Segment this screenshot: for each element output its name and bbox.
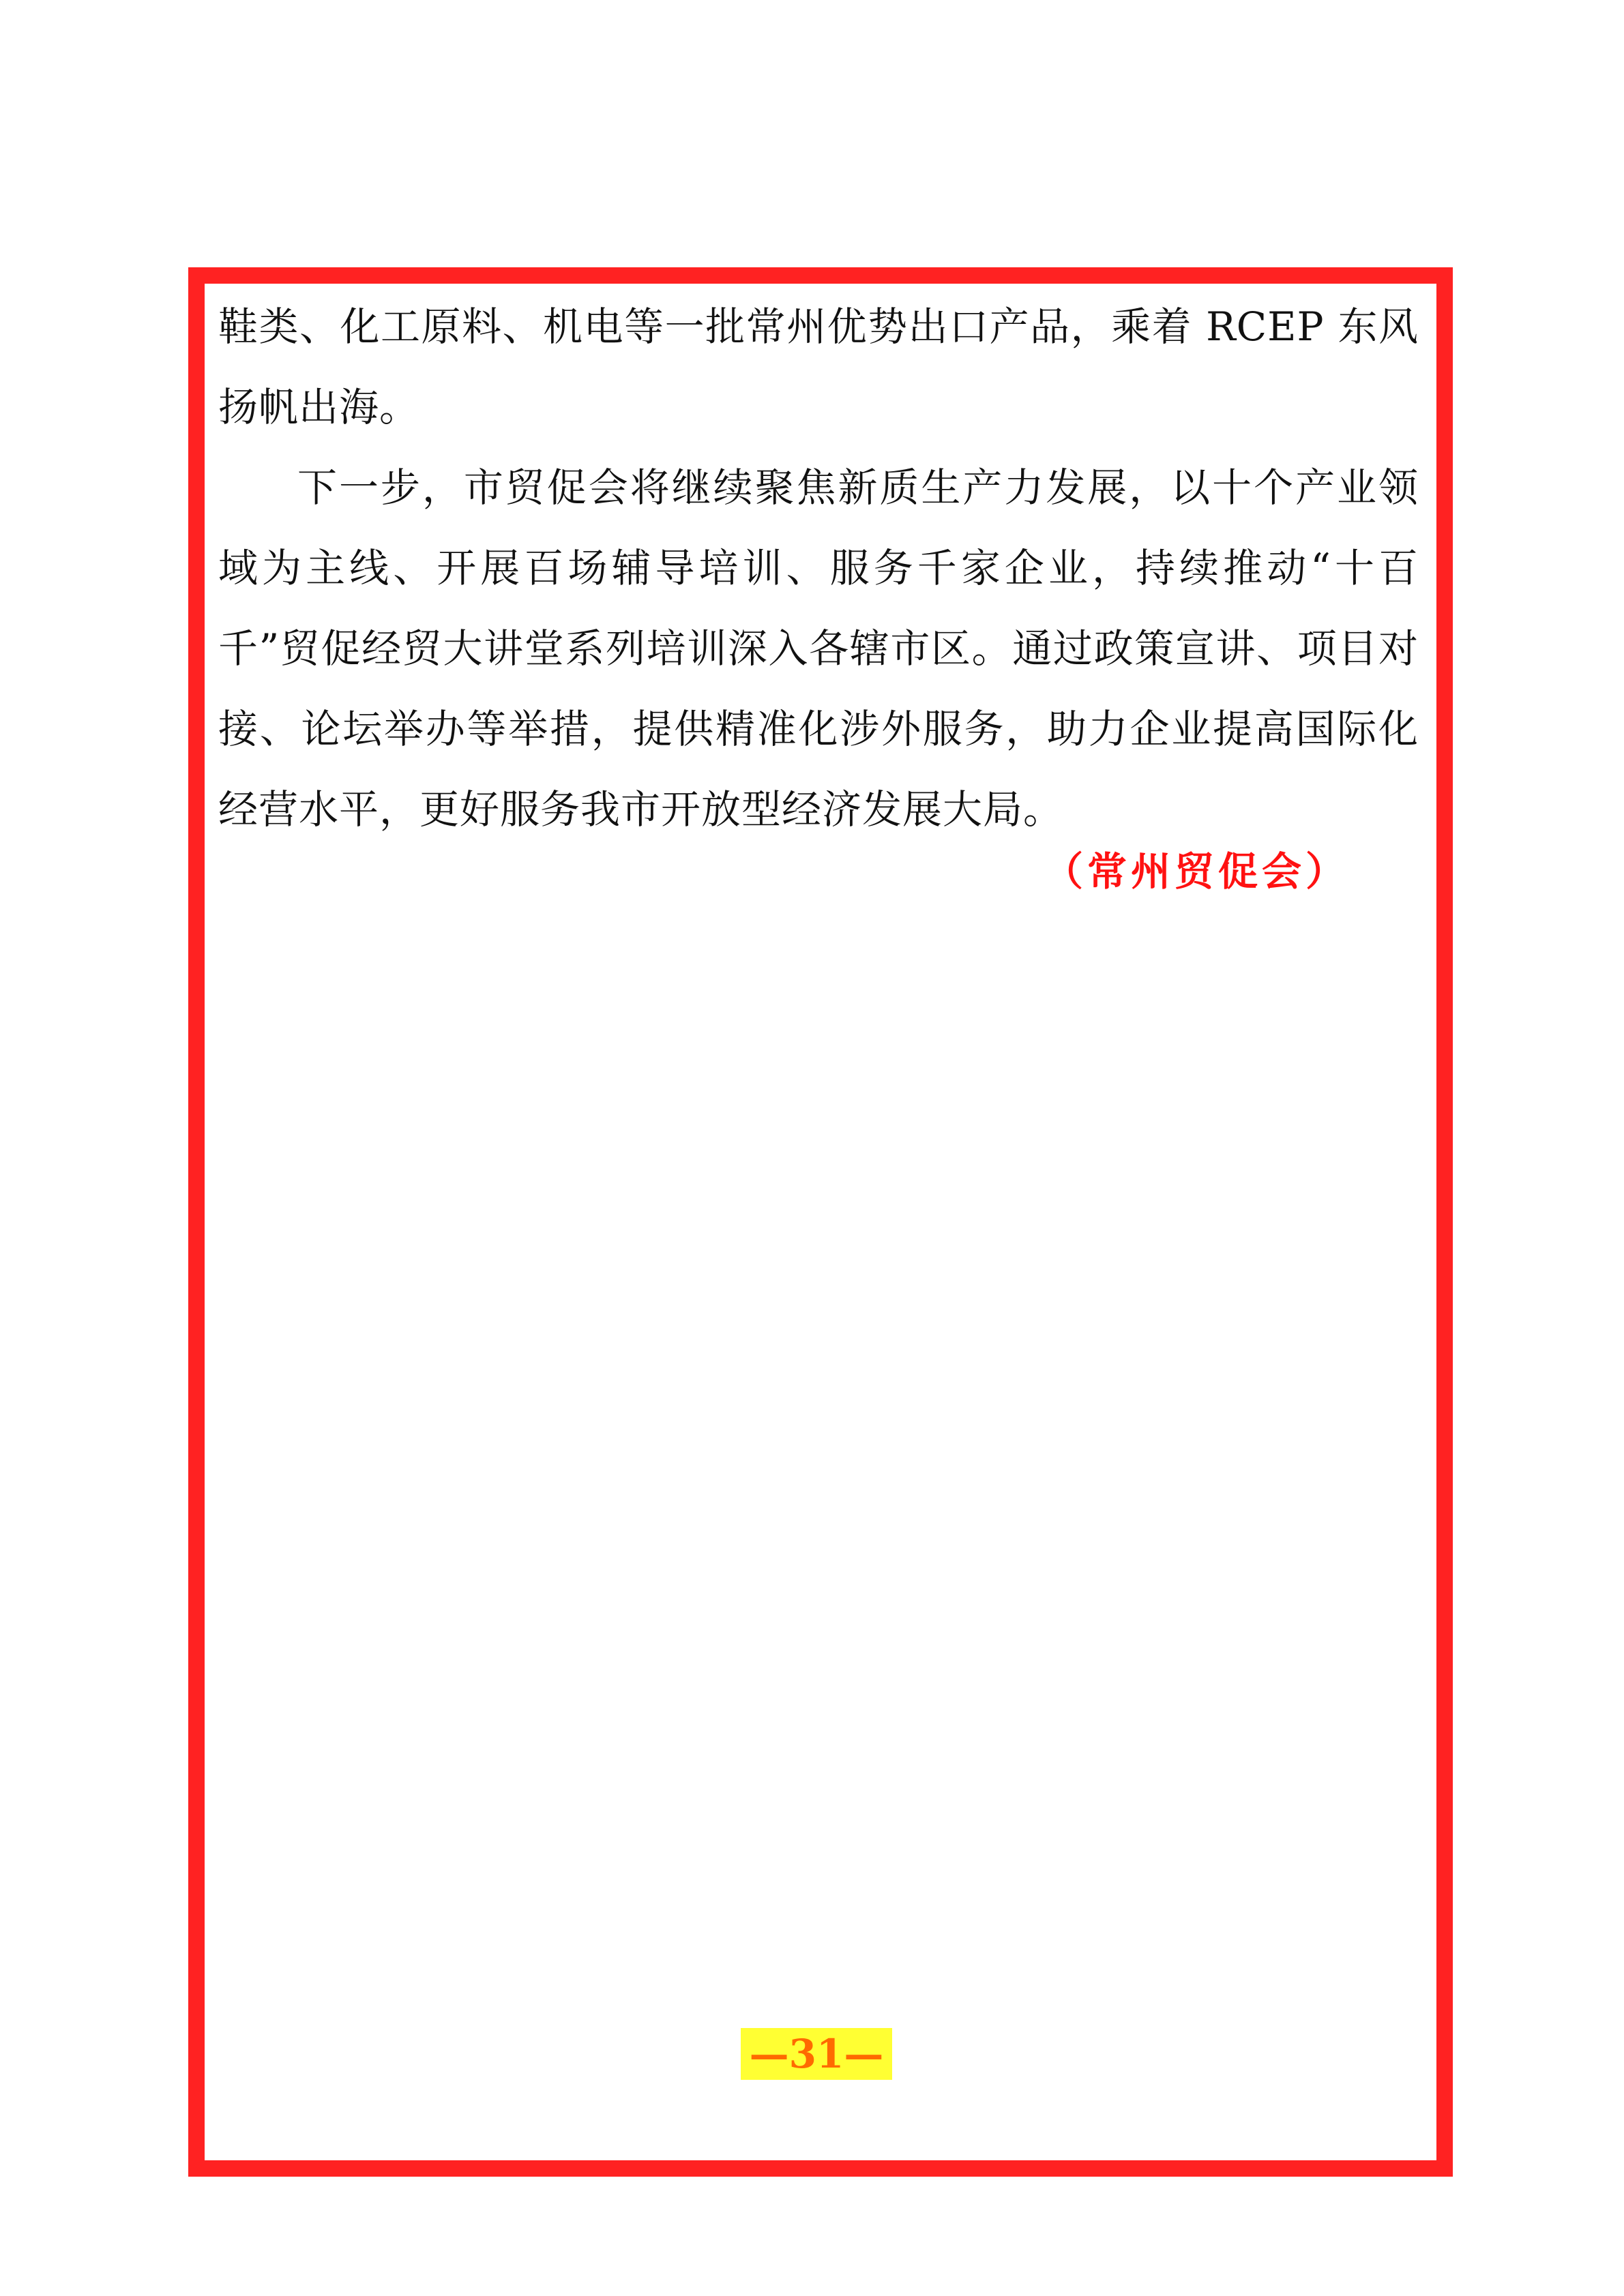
article-source: （常州贸促会）: [1044, 848, 1350, 895]
article-body: [218, 286, 1419, 850]
paragraph-next-step: 下一步，市贸促会将继续聚焦新质生产力发展，以十个产业领域为主线、开展百场辅导培训、服务千家企业，持续推动“十百千”贸促经贸大讲堂系列培训深入各辖市区。通过政策宣讲、项目对接、论坛举办等举措，提供精准化涉外服务，助力企业提高国际化经营水平，更好服务我市开放型经济发展大局。: [218, 464, 1419, 833]
paragraph-continuation: 鞋类、化工原料、机电等一批常州优势出口产品，乘着 RCEP 东风扬帆出海。: [218, 303, 1419, 430]
page-number: —31—: [741, 2028, 892, 2080]
